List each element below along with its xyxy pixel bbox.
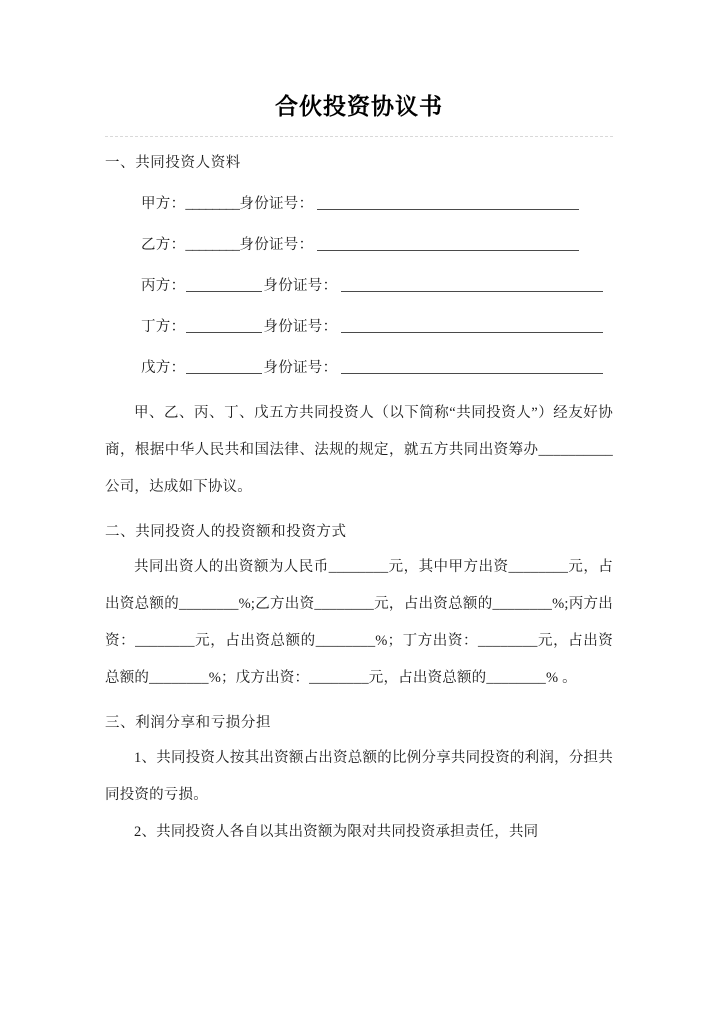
section-heading-2: 二、共同投资人的投资额和投资方式 (105, 524, 347, 540)
party-list (105, 180, 613, 389)
section-3-item-1: 1、共同投资人按其出资额占出资总额的比例分享共同投资的利润，分担共同投资的亏损。 (105, 750, 613, 803)
party-label: 甲方： (141, 196, 186, 212)
party-label: 乙方： (141, 237, 186, 253)
party-id-label: 身份证号： (239, 196, 314, 212)
party-name-blank[interactable] (186, 358, 262, 374)
party-name-blank[interactable] (186, 317, 262, 333)
party-id-blank[interactable] (317, 235, 579, 251)
party-name-blank[interactable]: ________ (185, 237, 240, 253)
party-row (105, 225, 613, 266)
section-heading-3: 三、利润分享和亏损分担 (105, 715, 272, 731)
party-id-label: 身份证号： (263, 360, 338, 376)
party-name-blank[interactable] (186, 276, 262, 292)
party-row (105, 266, 613, 307)
section-heading-1: 一、共同投资人资料 (105, 155, 241, 171)
party-row (105, 184, 613, 225)
party-row (105, 307, 613, 348)
party-name-blank[interactable]: ________ (185, 196, 240, 212)
page-title: 合伙投资协议书 (275, 94, 443, 119)
party-id-blank[interactable] (341, 358, 603, 374)
section-1-paragraph: 甲、乙、丙、丁、戊五方共同投资人（以下简称“共同投资人”）经友好协商，根据中华人民共和国法律、法规的规定，就五方共同出资筹办__________公司，达成如下协议。 (105, 405, 613, 495)
party-id-blank[interactable] (341, 317, 603, 333)
document-content (105, 0, 613, 851)
party-label: 戊方： (141, 360, 186, 376)
party-id-blank[interactable] (341, 276, 603, 292)
party-row (105, 348, 613, 389)
party-id-label: 身份证号： (239, 237, 314, 253)
section-3-item-2: 2、共同投资人各自以其出资额为限对共同投资承担责任，共同 (134, 824, 539, 840)
party-label: 丁方： (141, 319, 186, 335)
party-id-label: 身份证号： (263, 319, 338, 335)
section-2-paragraph: 共同出资人的出资额为人民币________元，其中甲方出资________元，占出资总额的________%;乙方出资________元，占出资总额的________%;丙方出资：________元，占出资总额的________%；丁方出资：________元，占出资总额的________%；戊方出资：________元，占出资总额的________% 。 (105, 559, 613, 686)
party-id-label: 身份证号： (263, 278, 338, 294)
party-label: 丙方： (141, 278, 186, 294)
party-id-blank[interactable] (317, 194, 579, 210)
